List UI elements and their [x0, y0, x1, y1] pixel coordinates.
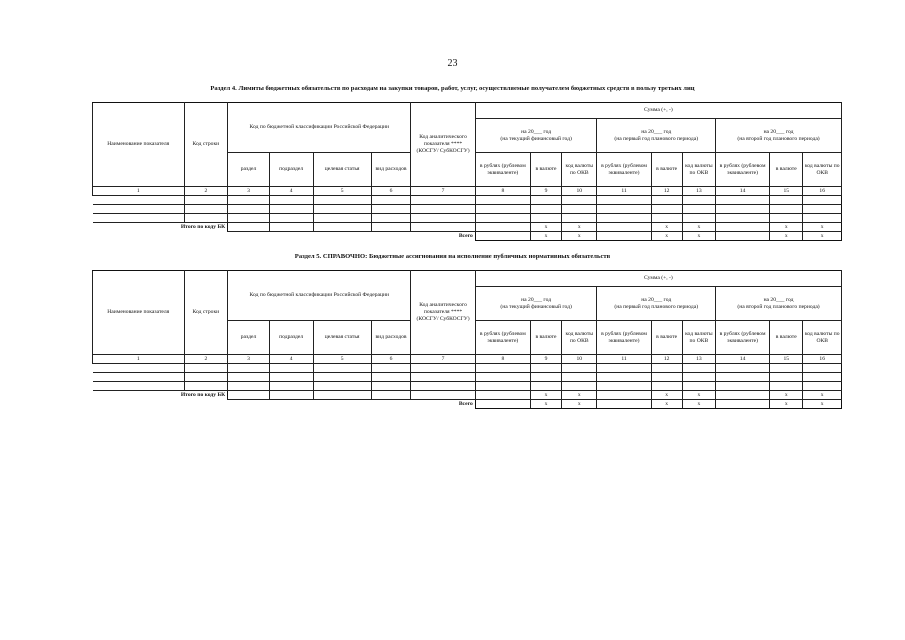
cell[interactable]: [313, 205, 371, 214]
column-number: 9: [530, 355, 561, 364]
cell[interactable]: [651, 214, 682, 223]
cell[interactable]: [682, 373, 715, 382]
column-number: 16: [803, 355, 842, 364]
header-analytic-code: Код аналитического показателя **** (КОСГУ/ СубКОСГУ): [411, 103, 475, 187]
cell[interactable]: [530, 196, 561, 205]
cell[interactable]: [597, 400, 651, 409]
header-expense-type: вид расходов: [371, 321, 411, 355]
cell[interactable]: [597, 373, 651, 382]
column-number: 8: [475, 187, 530, 196]
cell[interactable]: [597, 205, 651, 214]
cell-row-code[interactable]: [184, 373, 228, 382]
column-numbers-row: [93, 187, 842, 196]
cell-indicator[interactable]: [93, 205, 185, 214]
column-number: 6: [371, 355, 411, 364]
cell[interactable]: [411, 223, 475, 232]
header-rub: в рублях (рублевом эквиваленте): [716, 321, 770, 355]
data-row: [93, 382, 842, 391]
cell-indicator[interactable]: [93, 196, 185, 205]
section-5-table: [92, 270, 842, 409]
header-row-code: Код строки: [184, 271, 228, 355]
column-number: 1: [93, 355, 185, 364]
header-sum: Сумма (+, -): [475, 103, 841, 119]
cell[interactable]: [562, 364, 597, 373]
column-number: 2: [184, 355, 228, 364]
cell[interactable]: [803, 196, 842, 205]
data-row: [93, 205, 842, 214]
x-mark: x: [562, 232, 597, 241]
total-bk-label: Итого по коду БК: [180, 223, 226, 230]
header-okv: код валюты по ОКВ: [682, 321, 715, 355]
cell[interactable]: [716, 196, 770, 205]
x-mark: x: [530, 391, 561, 400]
cell[interactable]: [682, 214, 715, 223]
cell[interactable]: [228, 223, 270, 232]
cell[interactable]: [475, 364, 530, 373]
column-number: 3: [228, 355, 270, 364]
header-rub: в рублях (рублевом эквиваленте): [597, 153, 651, 187]
data-row: [93, 364, 842, 373]
cell[interactable]: [228, 382, 270, 391]
cell[interactable]: [475, 205, 530, 214]
cell-indicator[interactable]: [93, 214, 185, 223]
column-number: 15: [770, 355, 803, 364]
column-number: 13: [682, 355, 715, 364]
cell[interactable]: [371, 373, 411, 382]
column-number: 8: [475, 355, 530, 364]
cell[interactable]: [228, 196, 270, 205]
cell[interactable]: [411, 373, 475, 382]
header-okv: код валюты по ОКВ: [562, 153, 597, 187]
cell-indicator[interactable]: [93, 364, 185, 373]
cell[interactable]: [716, 373, 770, 382]
total-bk-row: [93, 391, 842, 400]
column-number: 12: [651, 355, 682, 364]
x-mark: x: [651, 232, 682, 241]
column-number: 16: [803, 187, 842, 196]
column-number: 9: [530, 187, 561, 196]
header-year-1: на 20___ год (на текущий финансовый год): [475, 287, 597, 321]
cell[interactable]: [803, 214, 842, 223]
cell[interactable]: [562, 205, 597, 214]
header-bk-code: Код по бюджетной классификации Российской Федерации: [228, 103, 411, 153]
cell-row-code[interactable]: [184, 364, 228, 373]
cell[interactable]: [371, 205, 411, 214]
header-podrazdel: подраздел: [269, 321, 313, 355]
header-currency: в валюте: [651, 321, 682, 355]
header-podrazdel: подраздел: [269, 153, 313, 187]
cell-row-code[interactable]: [184, 214, 228, 223]
cell[interactable]: [716, 205, 770, 214]
cell-indicator[interactable]: [93, 373, 185, 382]
cell[interactable]: [651, 364, 682, 373]
cell-row-code[interactable]: [184, 196, 228, 205]
x-mark: x: [682, 232, 715, 241]
column-number: 10: [562, 355, 597, 364]
cell[interactable]: [803, 364, 842, 373]
header-year-3: на 20___ год (на второй год планового периода): [716, 119, 842, 153]
header-currency: в валюте: [770, 153, 803, 187]
header-currency: в валюте: [770, 321, 803, 355]
cell[interactable]: [313, 391, 371, 400]
column-number: 14: [716, 355, 770, 364]
cell[interactable]: [371, 391, 411, 400]
cell[interactable]: [770, 214, 803, 223]
cell[interactable]: [228, 205, 270, 214]
cell[interactable]: [228, 214, 270, 223]
column-number: 4: [269, 355, 313, 364]
cell[interactable]: [313, 382, 371, 391]
cell[interactable]: [371, 214, 411, 223]
header-indicator: Наименование показателя: [93, 271, 185, 355]
cell[interactable]: [411, 382, 475, 391]
data-row: [93, 196, 842, 205]
header-rub: в рублях (рублевом эквиваленте): [475, 321, 530, 355]
cell[interactable]: [371, 364, 411, 373]
x-mark: x: [770, 223, 803, 232]
header-rub: в рублях (рублевом эквиваленте): [716, 153, 770, 187]
cell[interactable]: [475, 373, 530, 382]
x-mark: x: [530, 400, 561, 409]
cell[interactable]: [411, 364, 475, 373]
cell[interactable]: [313, 223, 371, 232]
header-okv: код валюты по ОКВ: [682, 153, 715, 187]
column-number: 5: [313, 187, 371, 196]
x-mark: x: [770, 232, 803, 241]
header-okv: код валюты по ОКВ: [803, 321, 842, 355]
cell[interactable]: [597, 382, 651, 391]
column-number: 6: [371, 187, 411, 196]
section-5-title: Раздел 5. СПРАВОЧНО: Бюджетные ассигнования на исполнение публичных нормативных обязательств: [294, 253, 611, 260]
x-mark: x: [770, 391, 803, 400]
total-label: Всего: [93, 400, 476, 409]
cell[interactable]: [228, 373, 270, 382]
cell[interactable]: [313, 373, 371, 382]
cell[interactable]: [682, 382, 715, 391]
cell[interactable]: [228, 364, 270, 373]
cell[interactable]: [682, 364, 715, 373]
cell[interactable]: [530, 373, 561, 382]
x-mark: x: [803, 400, 842, 409]
cell[interactable]: [269, 214, 313, 223]
cell[interactable]: [269, 373, 313, 382]
x-mark: x: [651, 400, 682, 409]
column-number: 15: [770, 187, 803, 196]
cell[interactable]: [313, 196, 371, 205]
cell[interactable]: [770, 364, 803, 373]
cell[interactable]: [475, 196, 530, 205]
header-target: целевая статья: [313, 153, 371, 187]
header-okv: код валюты по ОКВ: [803, 153, 842, 187]
cell[interactable]: [269, 382, 313, 391]
column-number: 11: [597, 187, 651, 196]
cell[interactable]: [475, 232, 530, 241]
cell[interactable]: [597, 364, 651, 373]
column-number: 7: [411, 355, 475, 364]
header-analytic-code: Код аналитического показателя **** (КОСГУ/ СубКОСГУ): [411, 271, 475, 355]
total-bk-row: [93, 223, 842, 232]
header-year-3: на 20___ год (на второй год планового периода): [716, 287, 842, 321]
cell[interactable]: [530, 205, 561, 214]
cell[interactable]: [597, 391, 651, 400]
section-4-table: [92, 102, 842, 241]
cell[interactable]: [530, 364, 561, 373]
cell[interactable]: [651, 382, 682, 391]
cell[interactable]: [530, 382, 561, 391]
cell[interactable]: [313, 364, 371, 373]
cell[interactable]: [651, 373, 682, 382]
x-mark: x: [803, 232, 842, 241]
header-razdel: раздел: [228, 153, 270, 187]
x-mark: x: [770, 400, 803, 409]
cell[interactable]: [269, 364, 313, 373]
column-number: 14: [716, 187, 770, 196]
cell[interactable]: [475, 214, 530, 223]
x-mark: x: [803, 223, 842, 232]
x-mark: x: [682, 391, 715, 400]
cell[interactable]: [562, 382, 597, 391]
total-label: Всего: [93, 232, 476, 241]
cell[interactable]: [269, 223, 313, 232]
header-sum: Сумма (+, -): [475, 271, 841, 287]
cell[interactable]: [803, 205, 842, 214]
cell[interactable]: [530, 214, 561, 223]
header-year-2: на 20___ год (на первый год планового периода): [597, 119, 716, 153]
header-currency: в валюте: [530, 153, 561, 187]
cell[interactable]: [269, 196, 313, 205]
column-number: 13: [682, 187, 715, 196]
cell[interactable]: [716, 232, 770, 241]
cell-indicator[interactable]: [93, 382, 185, 391]
total-row: [93, 400, 842, 409]
cell[interactable]: [313, 214, 371, 223]
cell[interactable]: [716, 391, 770, 400]
column-number: 12: [651, 187, 682, 196]
x-mark: x: [562, 400, 597, 409]
cell[interactable]: [803, 382, 842, 391]
cell[interactable]: [682, 196, 715, 205]
cell[interactable]: [411, 196, 475, 205]
column-number: 7: [411, 187, 475, 196]
cell[interactable]: [716, 364, 770, 373]
x-mark: x: [562, 391, 597, 400]
cell-row-code[interactable]: [184, 382, 228, 391]
header-okv: код валюты по ОКВ: [562, 321, 597, 355]
x-mark: x: [651, 223, 682, 232]
x-mark: x: [530, 223, 561, 232]
header-row-code: Код строки: [184, 103, 228, 187]
x-mark: x: [682, 400, 715, 409]
cell[interactable]: [716, 400, 770, 409]
cell[interactable]: [371, 196, 411, 205]
header-year-2: на 20___ год (на первый год планового периода): [597, 287, 716, 321]
section-4-title: Раздел 4. Лимиты бюджетных обязательств по расходам на закупки товаров, работ, услуг, осуществляемые получателем бюджетных средств в пользу третьих лиц: [210, 85, 695, 92]
column-number: 11: [597, 355, 651, 364]
header-currency: в валюте: [651, 153, 682, 187]
cell[interactable]: [411, 391, 475, 400]
total-bk-label: Итого по коду БК: [180, 391, 226, 398]
data-row: [93, 214, 842, 223]
header-target: целевая статья: [313, 321, 371, 355]
cell[interactable]: [371, 223, 411, 232]
header-rub: в рублях (рублевом эквиваленте): [475, 153, 530, 187]
cell[interactable]: [651, 196, 682, 205]
cell[interactable]: [651, 205, 682, 214]
cell[interactable]: [803, 373, 842, 382]
x-mark: x: [682, 223, 715, 232]
column-number: 3: [228, 187, 270, 196]
cell[interactable]: [411, 205, 475, 214]
cell[interactable]: [475, 223, 530, 232]
cell[interactable]: [411, 214, 475, 223]
cell[interactable]: [770, 196, 803, 205]
column-number: 5: [313, 355, 371, 364]
x-mark: x: [803, 391, 842, 400]
cell-row-code[interactable]: [184, 205, 228, 214]
cell[interactable]: [597, 214, 651, 223]
header-currency: в валюте: [530, 321, 561, 355]
cell[interactable]: [228, 391, 270, 400]
cell[interactable]: [562, 373, 597, 382]
header-indicator: Наименование показателя: [93, 103, 185, 187]
cell[interactable]: [269, 205, 313, 214]
cell[interactable]: [770, 205, 803, 214]
cell[interactable]: [269, 391, 313, 400]
column-number: 2: [184, 187, 228, 196]
header-rub: в рублях (рублевом эквиваленте): [597, 321, 651, 355]
cell[interactable]: [597, 223, 651, 232]
header-bk-code: Код по бюджетной классификации Российской Федерации: [228, 271, 411, 321]
cell[interactable]: [597, 232, 651, 241]
column-number: 4: [269, 187, 313, 196]
cell[interactable]: [770, 373, 803, 382]
x-mark: x: [562, 223, 597, 232]
column-number: 1: [93, 187, 185, 196]
x-mark: x: [530, 232, 561, 241]
cell[interactable]: [475, 400, 530, 409]
cell[interactable]: [716, 214, 770, 223]
cell[interactable]: [475, 382, 530, 391]
cell[interactable]: [597, 196, 651, 205]
cell[interactable]: [562, 214, 597, 223]
cell[interactable]: [562, 196, 597, 205]
header-year-1: на 20___ год (на текущий финансовый год): [475, 119, 597, 153]
data-row: [93, 373, 842, 382]
cell[interactable]: [770, 382, 803, 391]
cell[interactable]: [716, 382, 770, 391]
header-expense-type: вид расходов: [371, 153, 411, 187]
header-razdel: раздел: [228, 321, 270, 355]
x-mark: x: [651, 391, 682, 400]
column-numbers-row: [93, 355, 842, 364]
cell[interactable]: [475, 391, 530, 400]
column-number: 10: [562, 187, 597, 196]
cell[interactable]: [371, 382, 411, 391]
cell[interactable]: [682, 205, 715, 214]
page-number: 23: [447, 58, 458, 69]
total-row: [93, 232, 842, 241]
cell[interactable]: [716, 223, 770, 232]
